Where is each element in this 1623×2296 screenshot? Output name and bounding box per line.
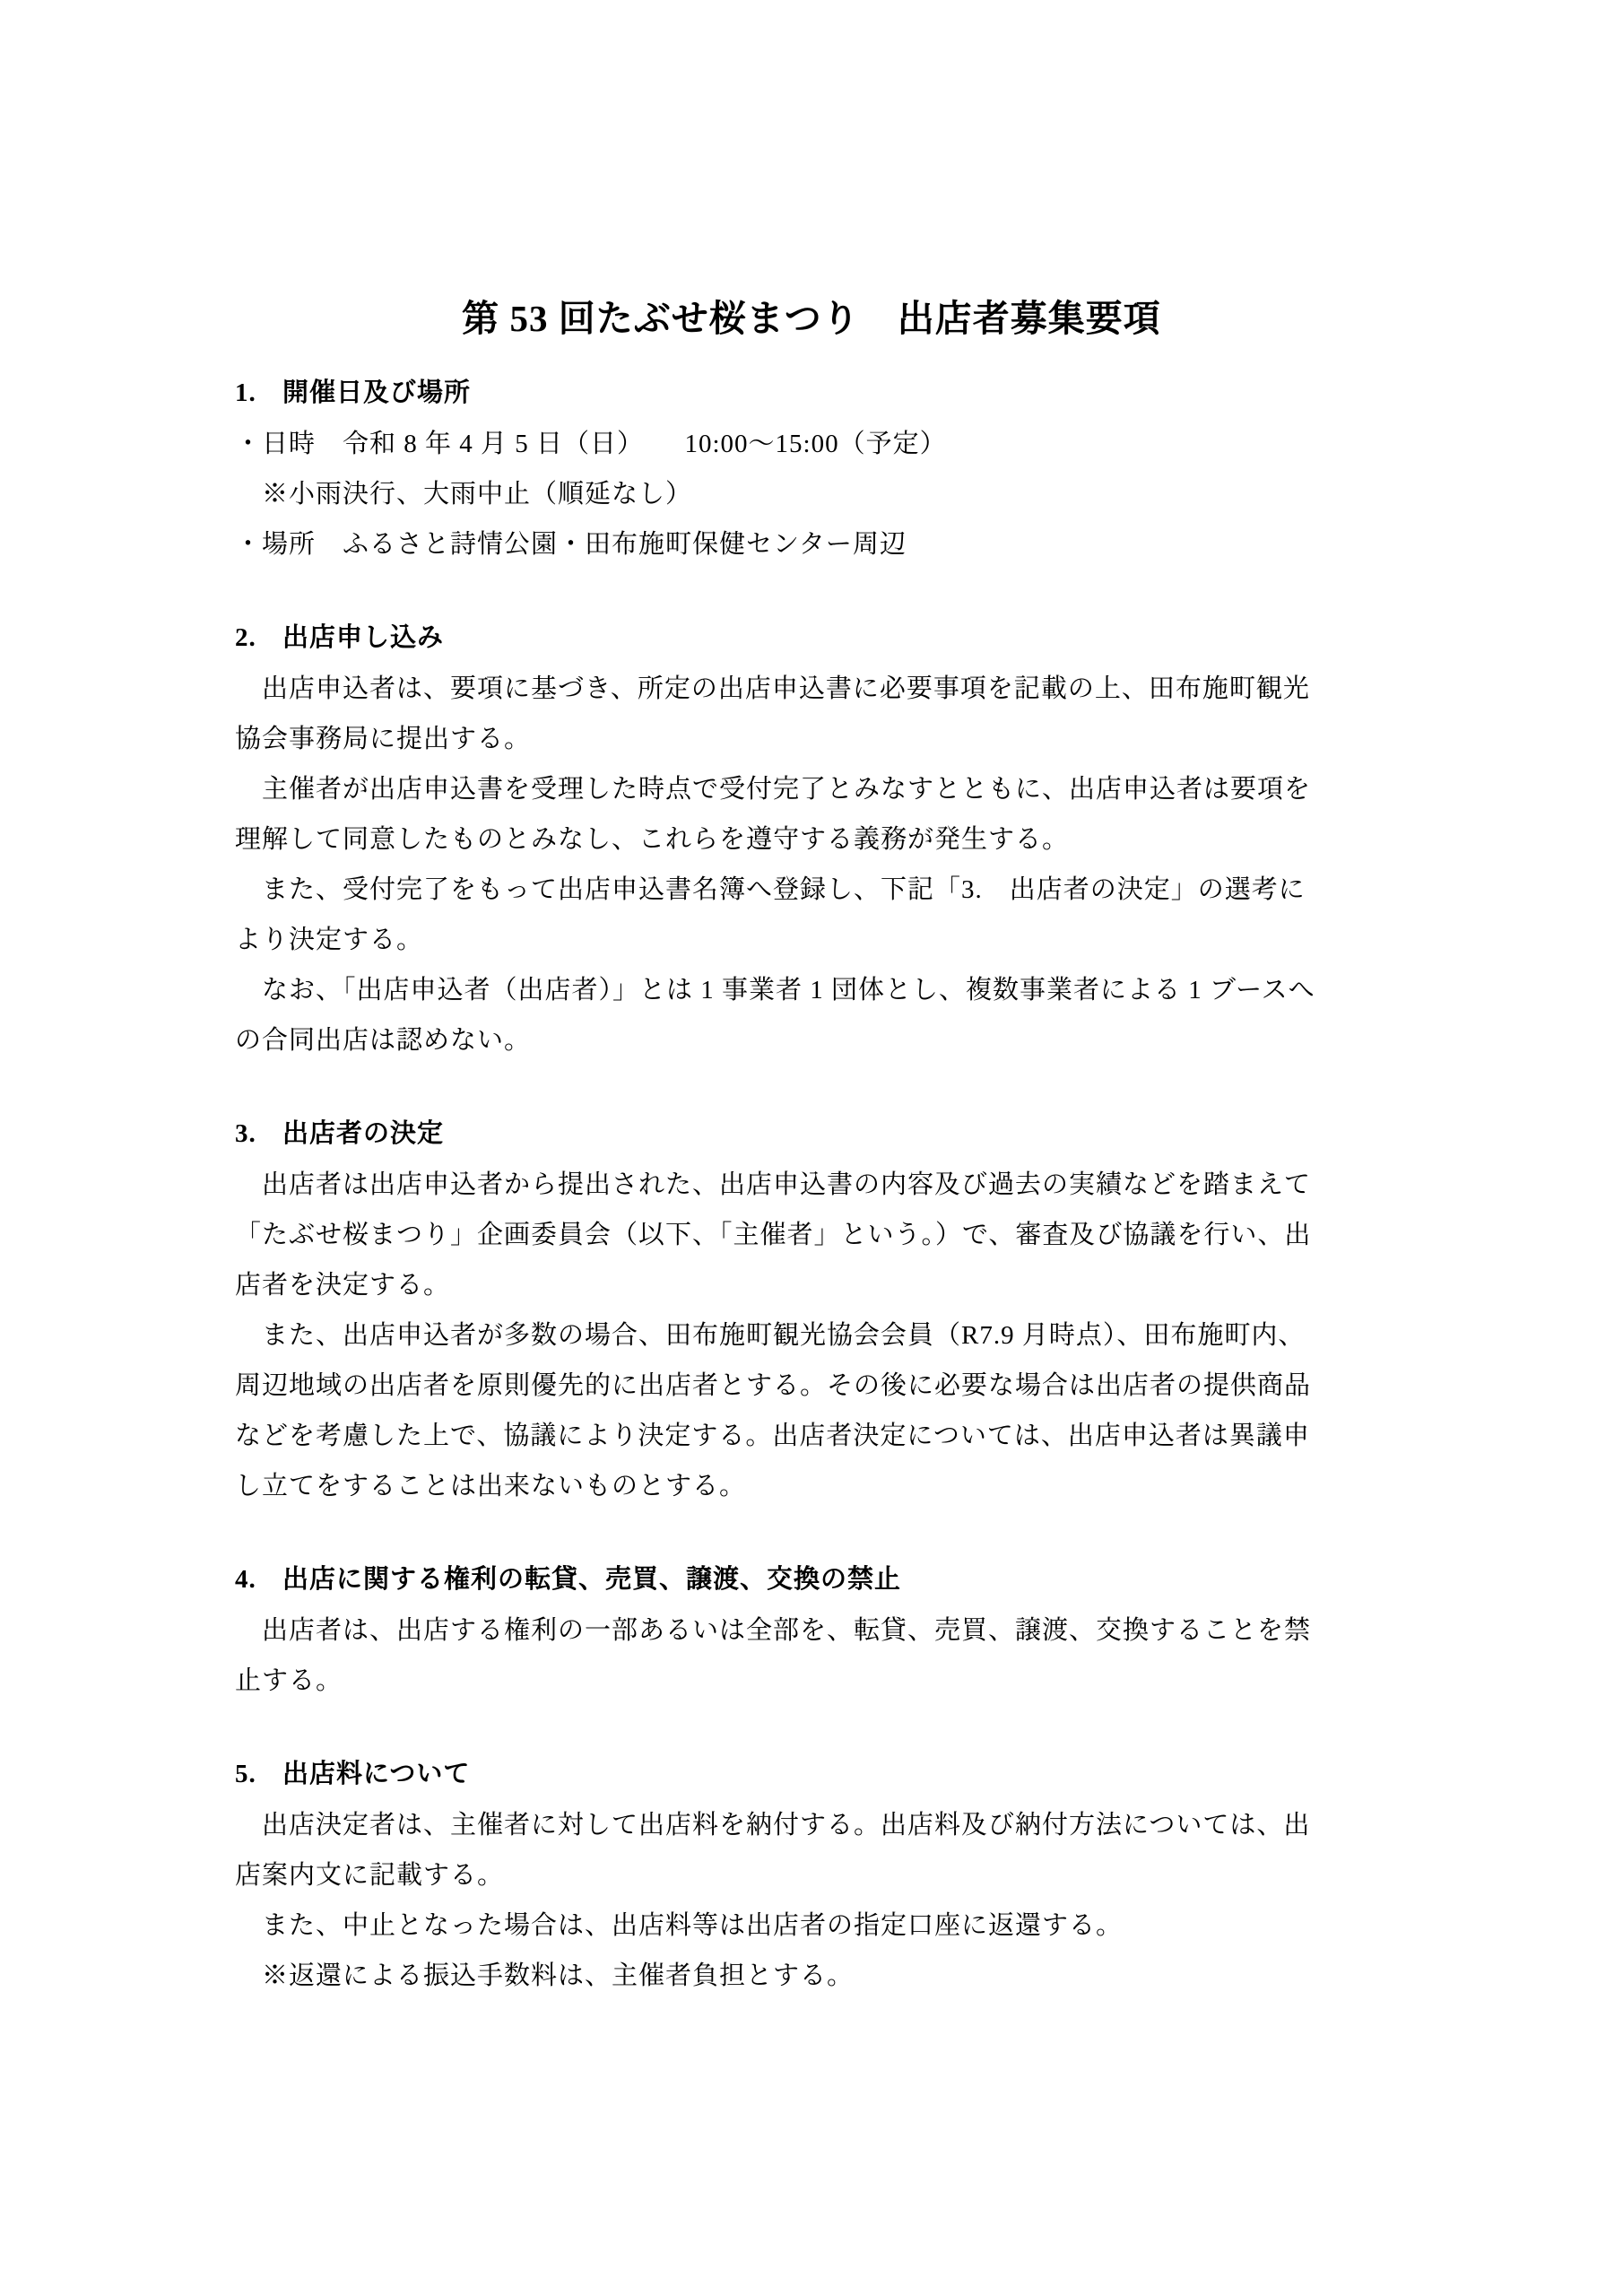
body-line: また、出店申込者が多数の場合、田布施町観光協会会員（R7.9 月時点）、田布施町内、 [235, 1321, 1306, 1350]
section-lines [235, 1800, 1388, 2001]
section [235, 368, 1388, 570]
section-number: 2. [235, 623, 256, 652]
body-line: 店案内文に記載する。 [235, 1861, 505, 1890]
section [235, 1109, 1388, 1511]
body-line: 店者を決定する。 [235, 1271, 451, 1300]
section-lines [235, 664, 1388, 1065]
body-line: ・場所 ふるさと詩情公園・田布施町保健センター周辺 [235, 530, 907, 559]
body-line: 周辺地域の出店者を原則優先的に出店者とする。その後に必要な場合は出店者の提供商品 [235, 1371, 1312, 1400]
body-line: 出店者は、出店する権利の一部あるいは全部を、転貸、売買、譲渡、交換することを禁 [235, 1616, 1312, 1645]
body-line: 出店決定者は、主催者に対して出店料を納付する。出店料及び納付方法については、出 [235, 1811, 1311, 1839]
section [235, 1749, 1388, 2001]
body-line: 主催者が出店申込書を受理した時点で受付完了とみなすとともに、出店申込者は要項を [235, 775, 1312, 804]
section-number: 1. [235, 378, 256, 407]
section [235, 1554, 1388, 1706]
section-number: 3. [235, 1119, 256, 1148]
body-line: し立てをすることは出来ないものとする。 [235, 1472, 747, 1500]
section-title: 出店申し込み [282, 623, 445, 652]
body-line: ・日時 令和 8 年 4 月 5 日（日） 10:00～15:00（予定） [235, 430, 947, 458]
section-heading [235, 613, 1388, 664]
document-title: 第 53 回たぶせ桜まつり 出店者募集要項 [462, 298, 1161, 339]
body-line: 出店者は出店申込者から提出された、出店申込書の内容及び過去の実績などを踏まえて [235, 1170, 1312, 1199]
section-heading [235, 1554, 1388, 1605]
body-line: ※返還による振込手数料は、主催者負担とする。 [235, 1961, 855, 1990]
body-line: 止する。 [235, 1666, 343, 1695]
body-line: また、中止となった場合は、出店料等は出店者の指定口座に返還する。 [235, 1911, 1124, 1940]
body-line: の合同出店は認めない。 [235, 1026, 532, 1055]
section-lines [235, 1160, 1388, 1511]
body-line: などを考慮した上で、協議により決定する。出店者決定については、出店申込者は異議申 [235, 1422, 1310, 1450]
body-line: また、受付完了をもって出店申込書名簿へ登録し、下記「3. 出店者の決定」の選考に [235, 875, 1306, 904]
body-line: 「たぶせ桜まつり」企画委員会（以下、「主催者」という。）で、審査及び協議を行い、出 [235, 1221, 1312, 1249]
section-title: 出店に関する権利の転貸、売買、譲渡、交換の禁止 [282, 1565, 902, 1594]
section-heading [235, 368, 1388, 419]
section-lines [235, 1605, 1388, 1706]
section-heading [235, 1109, 1388, 1160]
section-number: 5. [235, 1760, 256, 1788]
body-line: 協会事務局に提出する。 [235, 725, 532, 753]
body-line: 理解して同意したものとみなし、これらを遵守する義務が発生する。 [235, 825, 1070, 854]
document-body [235, 368, 1388, 2001]
section [235, 613, 1388, 1065]
body-line: ※小雨決行、大雨中止（順延なし） [235, 480, 693, 509]
section-title: 出店料について [282, 1760, 471, 1788]
section-number: 4. [235, 1565, 256, 1594]
section-title: 出店者の決定 [282, 1119, 445, 1148]
body-line: なお、「出店申込者（出店者）」とは 1 事業者 1 団体とし、複数事業者による 1 ブースへ [235, 976, 1315, 1004]
section-heading [235, 1749, 1388, 1800]
body-line: より決定する。 [235, 926, 424, 954]
section-title: 開催日及び場所 [282, 378, 472, 407]
section-lines [235, 419, 1388, 570]
body-line: 出店申込者は、要項に基づき、所定の出店申込書に必要事項を記載の上、田布施町観光 [235, 674, 1310, 703]
